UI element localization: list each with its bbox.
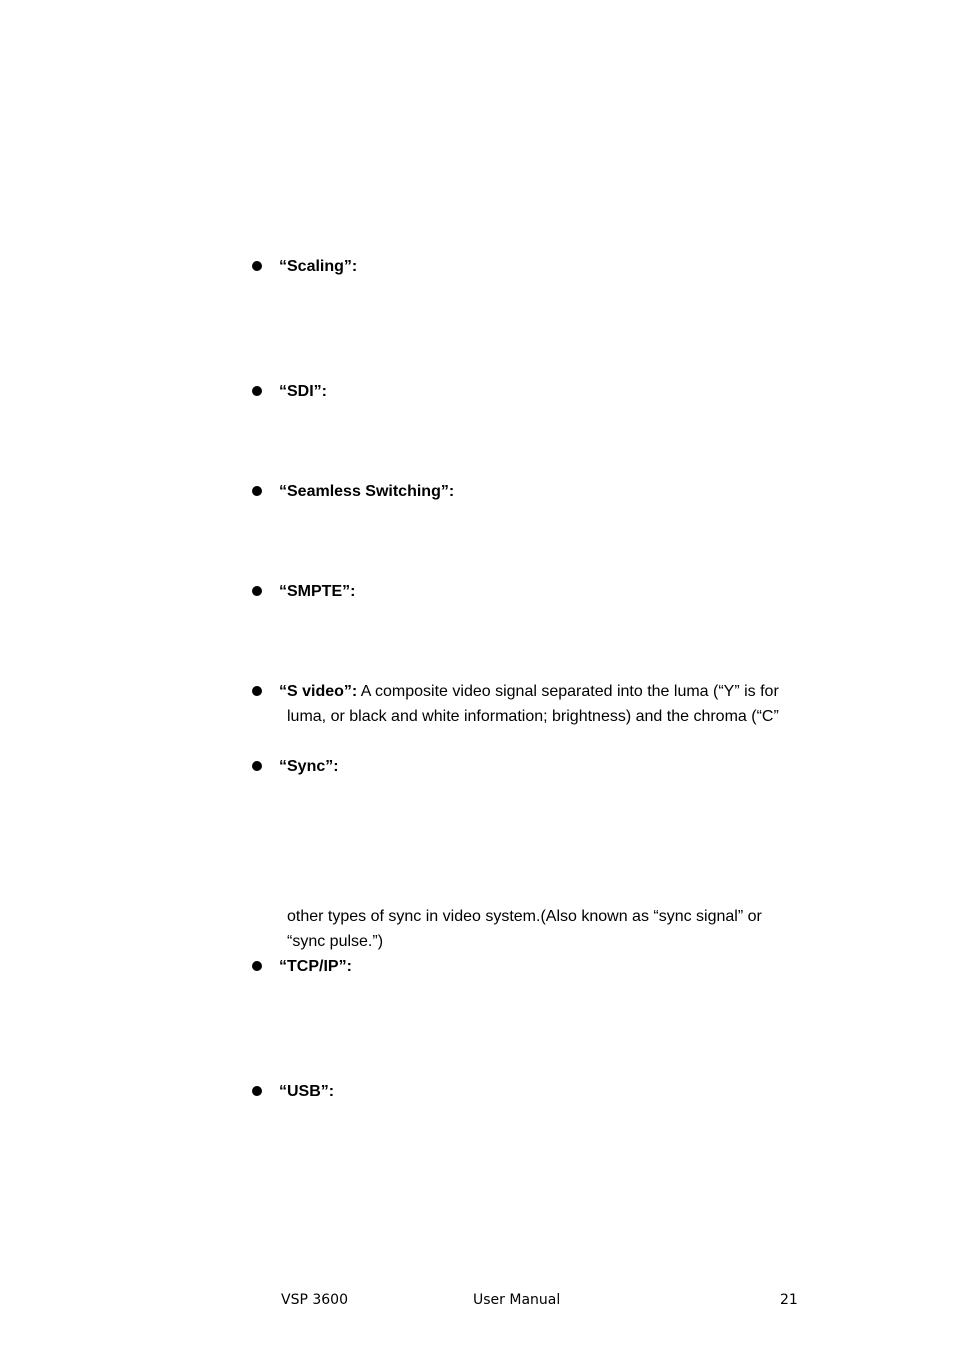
glossary-entry-sdi	[252, 379, 822, 404]
bullet-icon	[252, 486, 262, 496]
bullet-icon	[252, 686, 262, 696]
glossary-term: “S video”:	[279, 683, 358, 700]
glossary-entry-scaling	[252, 254, 822, 279]
bullet-icon	[252, 961, 262, 971]
glossary-term: “Scaling”:	[279, 258, 358, 275]
glossary-definition-line: luma, or black and white information; brightness) and the chroma (“C”	[287, 708, 779, 725]
bullet-icon	[252, 761, 262, 771]
footer-page-number: 21	[780, 1292, 798, 1308]
glossary-definition-line: A composite video signal separated into the luma (“Y” is for	[357, 683, 779, 700]
bullet-icon	[252, 586, 262, 596]
sync-definition-tail	[252, 904, 822, 954]
glossary-definition-line: “sync pulse.”)	[287, 933, 384, 950]
footer-product-name: VSP 3600	[281, 1292, 348, 1308]
glossary-entry-seamless-switching	[252, 479, 822, 504]
glossary-term: “Seamless Switching”:	[279, 483, 455, 500]
glossary-entry-usb	[252, 1079, 822, 1104]
glossary-term: “Sync”:	[279, 758, 339, 775]
glossary-term: “TCP/IP”:	[279, 958, 352, 975]
glossary-term: “USB”:	[279, 1083, 335, 1100]
glossary-entry-sync	[252, 754, 822, 779]
bullet-icon	[252, 1086, 262, 1096]
bullet-icon	[252, 261, 262, 271]
glossary-term: “SDI”:	[279, 383, 327, 400]
bullet-icon	[252, 386, 262, 396]
footer-document-title: User Manual	[473, 1292, 561, 1308]
glossary-entry-s-video	[252, 679, 822, 729]
glossary-definition-line: other types of sync in video system.(Also known as “sync signal” or	[287, 908, 762, 925]
glossary-entry-smpte	[252, 579, 822, 604]
glossary-entry-tcp-ip	[252, 954, 822, 979]
glossary-term: “SMPTE”:	[279, 583, 356, 600]
